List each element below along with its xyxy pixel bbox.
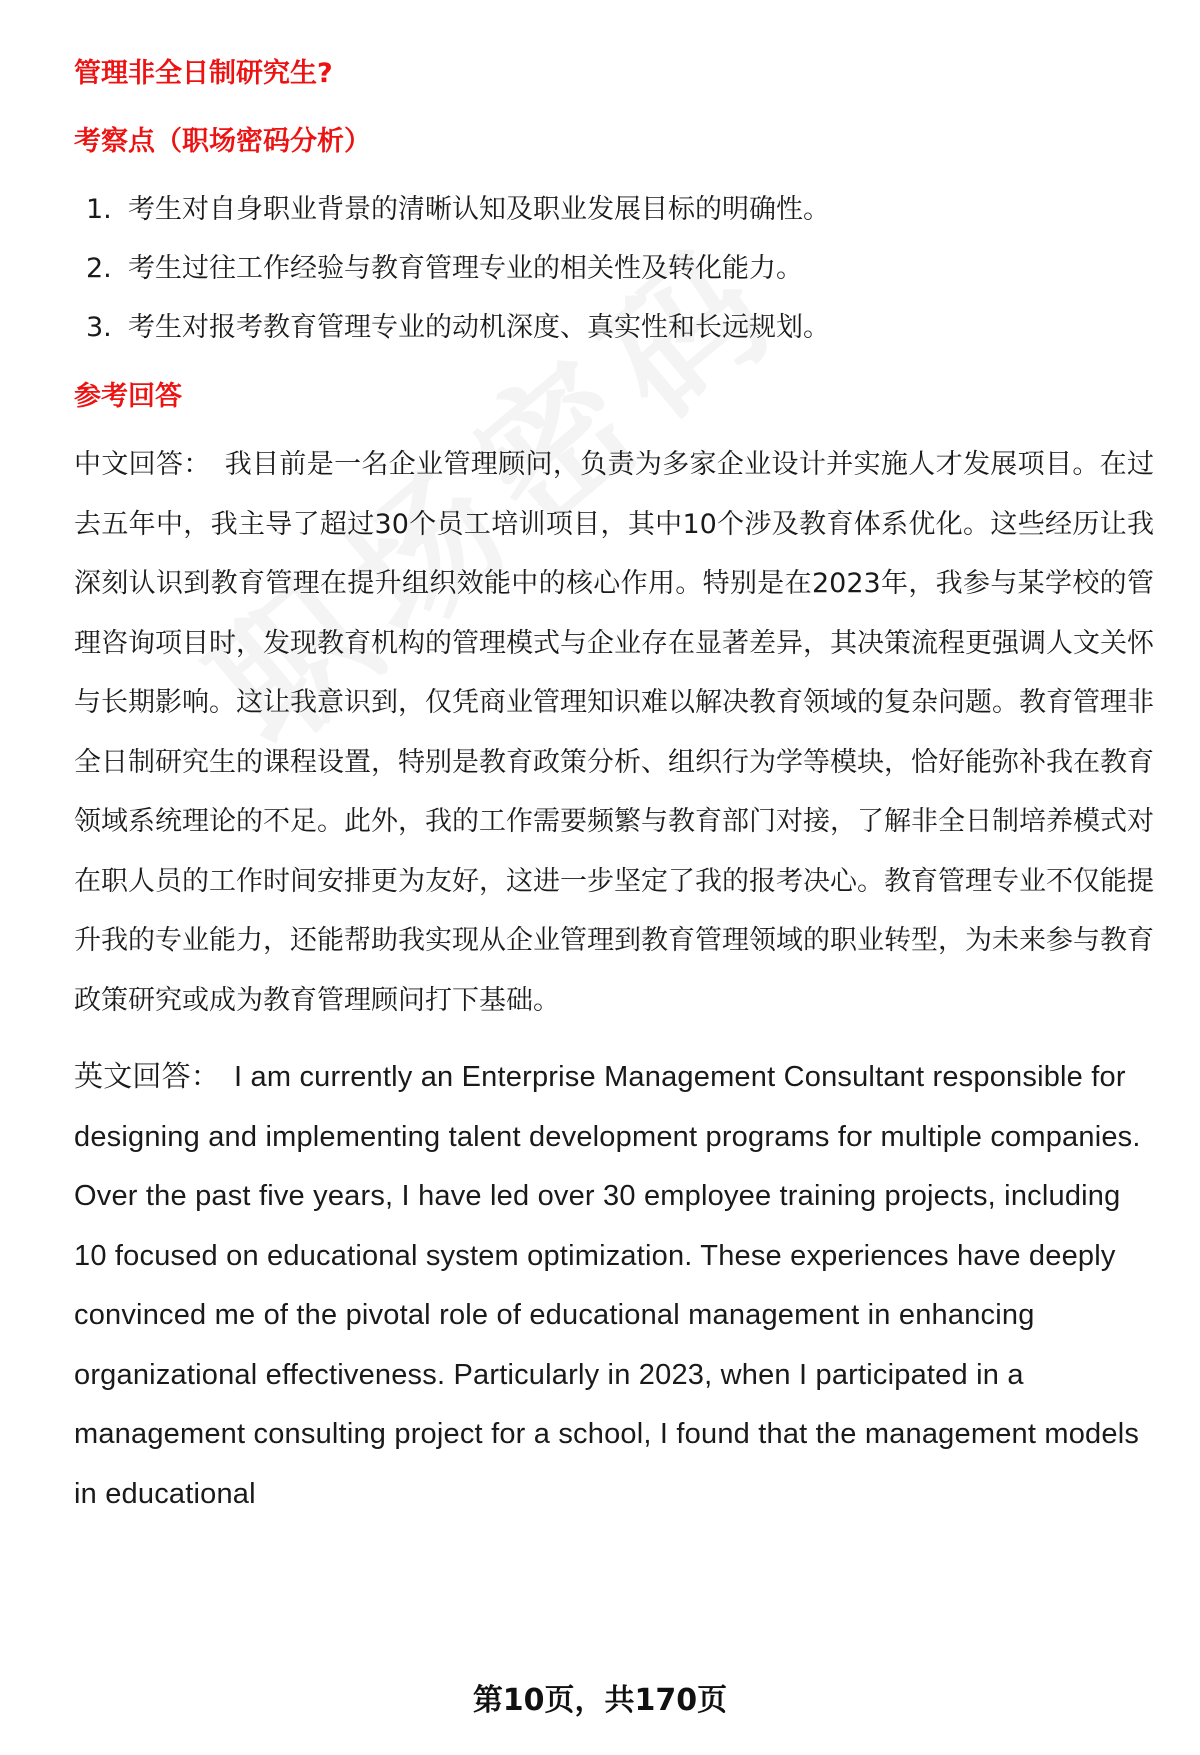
list-item — [74, 239, 1154, 298]
chinese-answer-text: 我目前是一名企业管理顾问，负责为多家企业设计并实施人才发展项目。在过去五年中，我主导了超过30个员工培训项目，其中10个涉及教育体系优化。这些经历让我深刻认识到教育管理在提升组织效能中的核心作用。特别是在2023年，我参与某学校的管理咨询项目时，发现教育机构的管理模式与企业存在显著差异，其决策流程更强调人文关怀与长期影响。这让我意识到，仅凭商业管理知识难以解决教育领域的复杂问题。教育管理非全日制研究生的课程设置，特别是教育政策分析、组织行为学等模块，恰好能弥补我在教育领域系统理论的不足。此外，我的工作需要频繁与教育部门对接，了解非全日制培养模式对在职人员的工作时间安排更为友好，这进一步坚定了我的报考决心。教育管理专业不仅能提升我的专业能力，还能帮助我实现从企业管理到教育管理领域的职业转型，为未来参与教育政策研究或成为教育管理顾问打下基础。 — [74, 449, 1155, 1016]
list-item-text: 考生对报考教育管理专业的动机深度、真实性和长远规划。 — [128, 312, 830, 343]
list-item-number: 3. — [86, 312, 112, 343]
list-item-number: 2. — [86, 253, 112, 284]
list-item-number: 1. — [86, 194, 112, 225]
points-heading: 考察点（职场密码分析） — [74, 126, 371, 157]
english-answer-text: I am currently an Enterprise Management Consultant responsible for designing and implementing talent development programs for multiple companies. Over the past five years, I have led over 30 employee training projects, including 10 focused on educational system optimization. These experiences have deeply convinced me of the pivotal role of educational management in enhancing organizational effectiveness. Particularly in 2023, when I participated in a management consulting project for a school, I found that the management models in educational — [74, 1061, 1141, 1510]
page-number-footer: 第10页，共170页 — [472, 1683, 728, 1718]
chinese-answer — [74, 435, 1154, 1030]
points-list — [74, 180, 1154, 357]
content-area — [74, 54, 1154, 1524]
list-item — [74, 298, 1154, 357]
chinese-answer-label: 中文回答： — [74, 449, 211, 480]
reference-heading: 参考回答 — [74, 381, 182, 412]
question-title: 管理非全日制研究生? — [74, 58, 333, 89]
list-item-text: 考生过往工作经验与教育管理专业的相关性及转化能力。 — [128, 253, 803, 284]
english-answer-label: 英文回答： — [74, 1061, 221, 1093]
list-item-text: 考生对自身职业背景的清晰认知及职业发展目标的明确性。 — [128, 194, 830, 225]
english-answer — [74, 1048, 1154, 1524]
list-item — [74, 180, 1154, 239]
